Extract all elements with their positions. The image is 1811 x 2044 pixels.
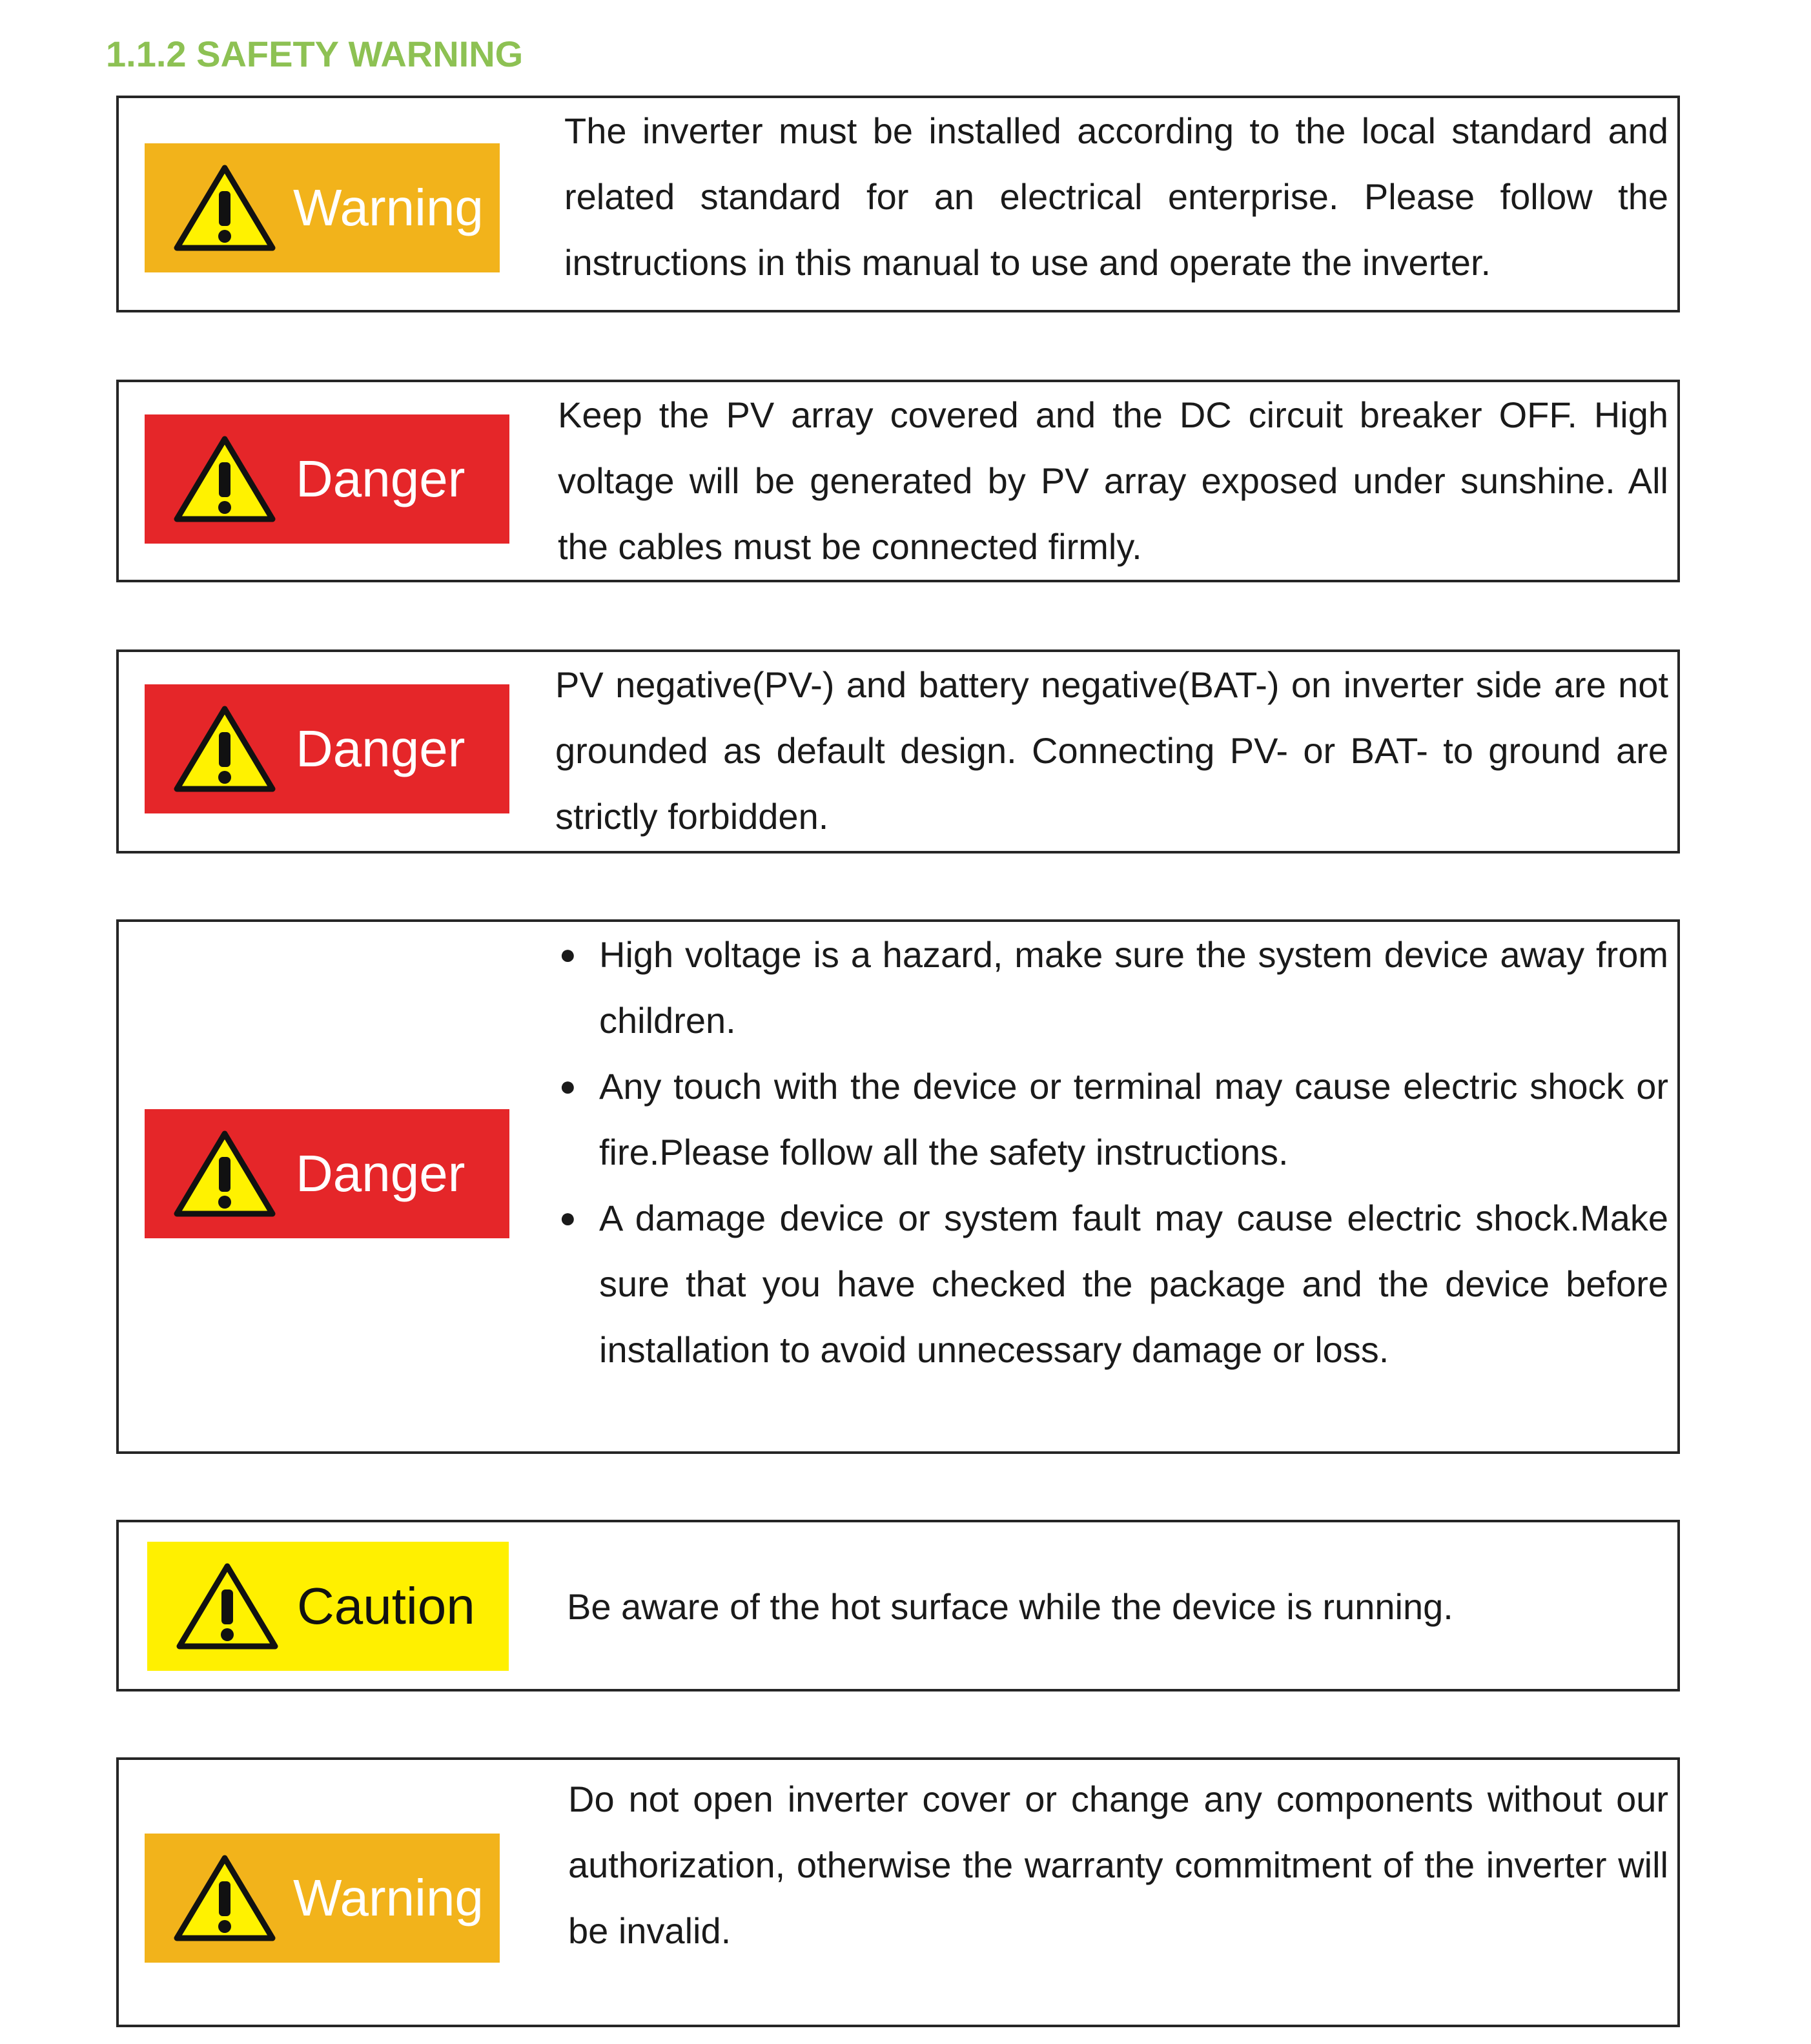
notice-warning-installation	[116, 96, 1680, 312]
list-item-text: A damage device or system fault may cause electric shock.Make sure that you have checked the package and the device before installation to avoid unnecessary damage or loss.	[599, 1198, 1668, 1370]
danger-label	[145, 684, 509, 813]
notice-message: Be aware of the hot surface while the device is running.	[567, 1586, 1453, 1627]
warning-triangle-icon	[176, 1561, 279, 1651]
notice-danger-pv-array	[116, 380, 1680, 582]
notice-message: PV negative(PV-) and battery negative(BAT-) on inverter side are not grounded as default design. Connecting PV- or BAT- to ground are strictly forbidden.	[555, 664, 1668, 837]
danger-label	[145, 414, 509, 544]
bullet-dot-icon: ●	[559, 1202, 577, 1234]
section-heading: 1.1.2 SAFETY WARNING	[106, 34, 524, 74]
danger-label-text: Danger	[296, 1145, 466, 1202]
notice-message: Do not open inverter cover or change any components without our authorization, otherwise the warranty commitment of the inverter will be invalid.	[568, 1779, 1668, 1951]
danger-label-text: Danger	[296, 450, 466, 507]
list-item	[559, 922, 1668, 1054]
bullet-dot-icon: ●	[559, 1070, 577, 1102]
list-item-text: High voltage is a hazard, make sure the system device away from children.	[599, 934, 1668, 1041]
list-item-text: Any touch with the device or terminal may cause electric shock or fire.Please follow all the safety instructions.	[599, 1066, 1668, 1172]
warning-label	[145, 143, 500, 272]
warning-label-text: Warning	[293, 179, 484, 236]
warning-label-text: Warning	[293, 1869, 484, 1926]
bullet-dot-icon: ●	[559, 939, 577, 970]
warning-triangle-icon	[173, 704, 276, 794]
warning-triangle-icon	[173, 1129, 276, 1219]
notice-warning-cover	[116, 1757, 1680, 2027]
caution-label	[147, 1542, 509, 1671]
warning-triangle-icon	[173, 434, 276, 524]
notice-danger-grounding	[116, 649, 1680, 853]
list-item	[559, 1054, 1668, 1185]
warning-triangle-icon	[173, 163, 276, 253]
notice-caution-hot-surface	[116, 1520, 1680, 1691]
danger-label	[145, 1109, 509, 1238]
notice-danger-hazards	[116, 919, 1680, 1454]
list-item	[559, 1185, 1668, 1383]
notice-message: Keep the PV array covered and the DC circuit breaker OFF. High voltage will be generated by PV array exposed under sunshine. All the cables must be connected firmly.	[558, 394, 1668, 567]
bullet-list	[559, 922, 1668, 1383]
notice-message: The inverter must be installed according to the local standard and related standard for an electrical enterprise. Please follow the instructions in this manual to use and operate the inverter.	[564, 110, 1668, 283]
warning-label	[145, 1834, 500, 1963]
caution-label-text: Caution	[297, 1577, 475, 1635]
danger-label-text: Danger	[296, 720, 466, 777]
warning-triangle-icon	[173, 1853, 276, 1943]
